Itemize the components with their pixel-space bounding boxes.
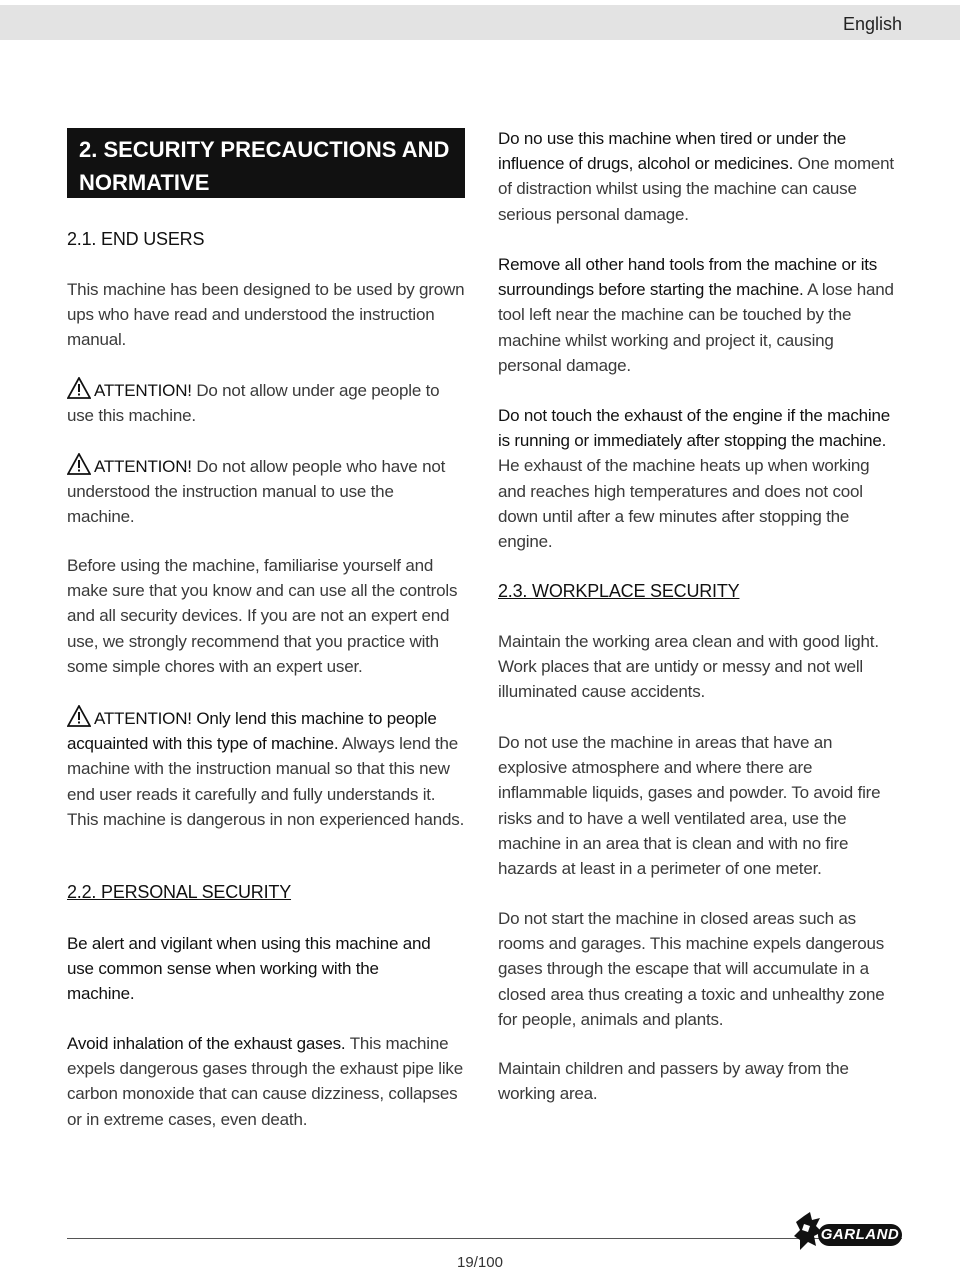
end-users-intro: This machine has been designed to be used by grown ups who have read and understood the instruction manual. (67, 280, 465, 350)
alert-paragraph: Be alert and vigilant when using this machine and use common sense when working with the machine. (67, 934, 431, 1004)
warning-triangle-icon (67, 453, 91, 475)
workplace-paragraph-3: Do not start the machine in closed areas such as rooms and garages. This machine expels dangerous gases through the escape that will accumulate in a closed area thus creating a toxic and unhealthy zone for people, animals and plants. (498, 909, 885, 1029)
attention-underage: ATTENTION! Do not allow under age people to use this machine. (67, 377, 457, 428)
workplace-paragraph-4: Maintain children and passers by away from the working area. (498, 1059, 849, 1104)
top-bar (0, 5, 960, 40)
familiarise-paragraph: Before using the machine, familiarise yourself and make sure that you know and can use all the controls and all security devices. If you are not an expert end use, we strongly recommend that you practice with some simple chores with an expert user. (67, 556, 458, 676)
attention-lend: ATTENTION! Only lend this machine to people acquainted with this type of machine. Always lend the machine with the instruction manual so that this new end user reads it carefully and fully understands it. This machine is dangerous in non experienced hands. (67, 705, 467, 832)
tired-paragraph: Do no use this machine when tired or under the influence of drugs, alcohol or medicines. One moment of distraction whilst using the machine can cause serious personal damage. (498, 129, 894, 224)
footer-divider (67, 1238, 902, 1239)
workplace-paragraph-2: Do not use the machine in areas that have an explosive atmosphere and where there are inflammable liquids, gases and powder. To avoid fire risks and to have a well ventilated area, use the machine in an area that is clean and with no fire hazards at least in a perimeter of one meter. (498, 733, 881, 879)
workplace-paragraph-1: Maintain the working area clean and with good light. Work places that are untidy or messy and not well illuminated cause accidents. (498, 632, 879, 702)
end-users-heading: 2.1. END USERS (67, 229, 205, 249)
language-label: English (842, 14, 902, 34)
warning-triangle-icon (67, 705, 91, 727)
workplace-security-heading: 2.3. WORKPLACE SECURITY (498, 581, 740, 601)
warning-triangle-icon (67, 377, 91, 399)
exhaust-paragraph: Do not touch the exhaust of the engine if the machine is running or immediately after stopping the machine. He exhaust of the machine heats up when working and reaches high temperatures and does not cool down until after a few minutes after stopping the engine. (498, 406, 891, 552)
tools-paragraph: Remove all other hand tools from the machine or its surroundings before starting the machine. A lose hand tool left near the machine can be touched by the machine whilst working and project it, causing personal damage. (498, 255, 894, 375)
section-title: 2. SECURITY PRECAUCTIONS AND NORMATIVE (67, 128, 465, 198)
page-number: 19/100 (457, 1254, 503, 1271)
brand-logo-text: GARLAND (818, 1224, 902, 1246)
inhalation-paragraph: Avoid inhalation of the exhaust gases. This machine expels dangerous gases through the exhaust pipe like carbon monoxide that can cause dizziness, collapses or in extreme cases, even death. (67, 1034, 463, 1129)
attention-not-understood: ATTENTION! Do not allow people who have not understood the instruction manual to use the machine. (67, 453, 457, 530)
personal-security-heading: 2.2. PERSONAL SECURITY (67, 882, 292, 902)
